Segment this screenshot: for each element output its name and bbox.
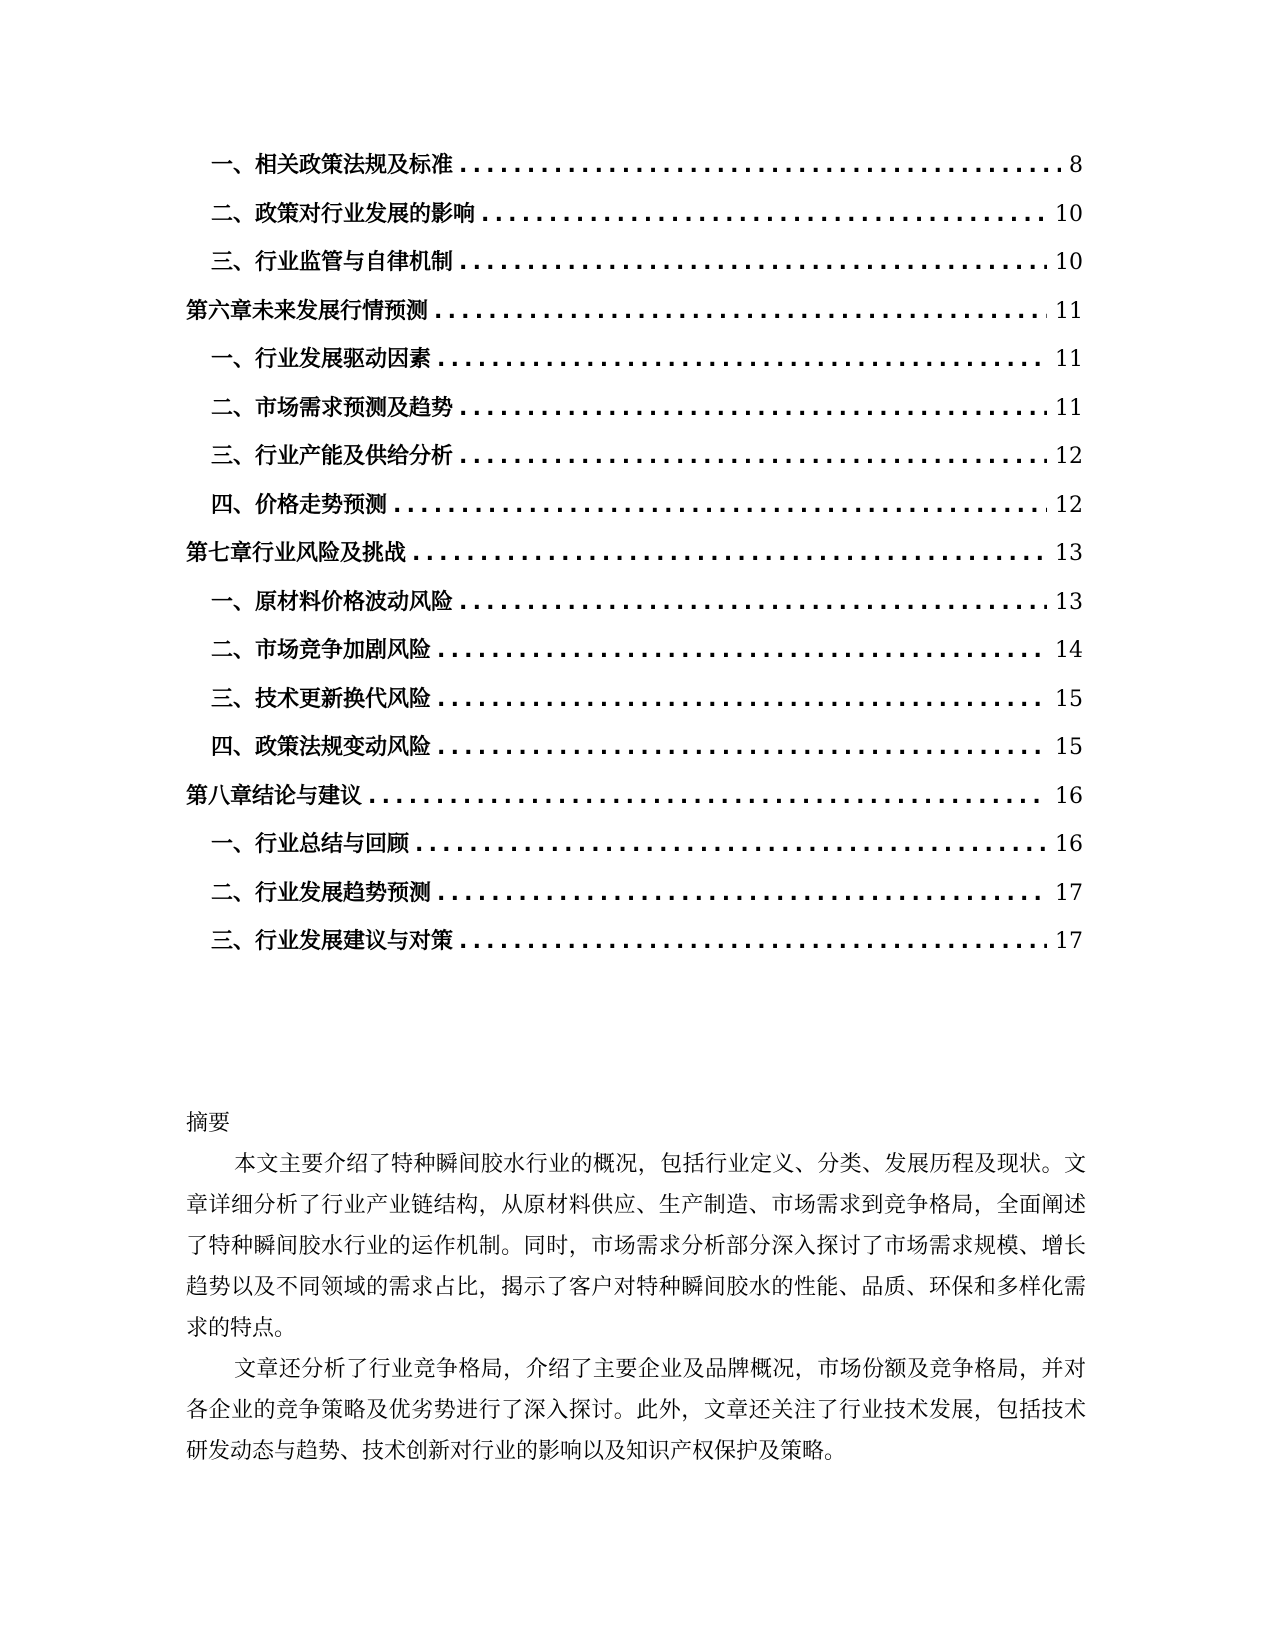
toc-entry-title: 行业产能及供给分析	[255, 444, 454, 469]
toc-dot-leader	[459, 579, 1047, 628]
toc-entry[interactable]	[186, 918, 1083, 967]
abstract-paragraph: 文章还分析了行业竞争格局，介绍了主要企业及品牌概况，市场份额及竞争格局，并对各企业的竞争策略及优劣势进行了深入探讨。此外，文章还关注了行业技术发展，包括技术研发动态与趋势、技术创新对行业的影响以及知识产权保护及策略。	[186, 1357, 1086, 1464]
toc-entry-number: 二、	[211, 201, 256, 227]
toc-page-number: 13	[1055, 589, 1083, 615]
abstract-section	[186, 1103, 1086, 1472]
toc-entry[interactable]	[186, 821, 1083, 870]
toc-page-number: 11	[1055, 347, 1083, 372]
table-of-contents	[186, 142, 1083, 967]
toc-dot-leader	[437, 336, 1047, 385]
toc-chapter-entry[interactable]	[186, 530, 1083, 579]
toc-chapter-number: 第七章	[186, 541, 253, 566]
toc-dot-leader	[437, 676, 1047, 725]
toc-entry-title: 技术更新换代风险	[255, 686, 432, 712]
toc-entry-number: 一、	[211, 153, 256, 178]
toc-entry[interactable]	[186, 239, 1083, 288]
toc-entry[interactable]	[186, 142, 1083, 191]
toc-page-number: 15	[1055, 686, 1083, 712]
toc-entry[interactable]	[186, 433, 1083, 482]
toc-entry-number: 四、	[211, 492, 256, 518]
toc-dot-leader	[459, 918, 1047, 967]
toc-chapter-title: 行业风险及挑战	[252, 541, 407, 566]
toc-entry-title: 政策对行业发展的影响	[255, 201, 476, 227]
toc-dot-leader	[437, 870, 1047, 919]
toc-entry-number: 四、	[211, 735, 256, 760]
toc-dot-leader	[437, 627, 1047, 676]
toc-dot-leader	[459, 239, 1047, 288]
toc-entry[interactable]	[186, 482, 1083, 531]
toc-entry[interactable]	[186, 579, 1083, 628]
toc-page-number: 10	[1055, 201, 1083, 227]
toc-dot-leader	[368, 773, 1047, 822]
toc-page-number: 15	[1055, 735, 1083, 760]
toc-dot-leader	[412, 530, 1047, 579]
toc-dot-leader	[393, 482, 1047, 531]
toc-entry[interactable]	[186, 627, 1083, 676]
toc-entry-title: 价格走势预测	[255, 492, 388, 518]
abstract-paragraph: 本文主要介绍了特种瞬间胶水行业的概况，包括行业定义、分类、发展历程及现状。文章详细分析了行业产业链结构，从原材料供应、生产制造、市场需求到竞争格局，全面阐述了特种瞬间胶水行业的运作机制。同时，市场需求分析部分深入探讨了市场需求规模、增长趋势以及不同领域的需求占比，揭示了客户对特种瞬间胶水的性能、品质、环保和多样化需求的特点。	[186, 1152, 1086, 1341]
toc-entry-number: 二、	[211, 395, 256, 421]
toc-dot-leader	[437, 724, 1047, 773]
toc-page-number: 16	[1055, 783, 1083, 809]
toc-entry-title: 行业监管与自律机制	[255, 250, 454, 275]
abstract-heading: 摘要	[186, 1111, 231, 1136]
toc-dot-leader	[459, 142, 1061, 191]
toc-page-number: 17	[1055, 929, 1083, 954]
toc-dot-leader	[415, 821, 1047, 870]
toc-entry-number: 一、	[211, 347, 256, 372]
toc-entry-number: 二、	[211, 638, 256, 663]
toc-entry-title: 行业总结与回顾	[255, 832, 410, 857]
toc-page-number: 17	[1055, 880, 1083, 906]
toc-entry-number: 三、	[211, 929, 256, 954]
toc-entry-title: 市场需求预测及趋势	[255, 395, 454, 421]
toc-entry-number: 二、	[211, 880, 256, 906]
toc-page-number: 14	[1055, 638, 1083, 663]
toc-chapter-number: 第六章	[186, 298, 253, 324]
toc-entry[interactable]	[186, 724, 1083, 773]
toc-chapter-entry[interactable]	[186, 288, 1083, 337]
toc-dot-leader	[434, 288, 1047, 337]
toc-page-number: 11	[1055, 395, 1083, 421]
toc-chapter-title: 结论与建议	[252, 783, 363, 809]
toc-page-number: 8	[1069, 153, 1083, 178]
toc-dot-leader	[481, 191, 1047, 240]
toc-entry-title: 行业发展建议与对策	[255, 929, 454, 954]
toc-entry-title: 相关政策法规及标准	[255, 153, 454, 178]
toc-entry[interactable]	[186, 385, 1083, 434]
toc-entry-title: 政策法规变动风险	[255, 735, 432, 760]
toc-page-number: 12	[1055, 444, 1083, 469]
toc-entry[interactable]	[186, 336, 1083, 385]
toc-chapter-number: 第八章	[186, 783, 253, 809]
toc-dot-leader	[459, 433, 1047, 482]
toc-dot-leader	[459, 385, 1047, 434]
toc-page-number: 10	[1055, 250, 1083, 275]
toc-entry-number: 三、	[211, 250, 256, 275]
toc-entry-title: 行业发展趋势预测	[255, 880, 432, 906]
toc-entry-number: 三、	[211, 444, 256, 469]
toc-entry-title: 市场竞争加剧风险	[255, 638, 432, 663]
toc-page-number: 16	[1055, 832, 1083, 857]
toc-entry[interactable]	[186, 870, 1083, 919]
toc-entry[interactable]	[186, 191, 1083, 240]
toc-entry[interactable]	[186, 676, 1083, 725]
toc-entry-number: 一、	[211, 832, 256, 857]
toc-chapter-entry[interactable]	[186, 773, 1083, 822]
toc-entry-title: 行业发展驱动因素	[255, 347, 432, 372]
toc-chapter-title: 未来发展行情预测	[252, 298, 429, 324]
toc-entry-title: 原材料价格波动风险	[255, 589, 454, 615]
toc-entry-number: 一、	[211, 589, 256, 615]
toc-page-number: 11	[1055, 298, 1083, 324]
toc-page-number: 12	[1055, 492, 1083, 518]
toc-entry-number: 三、	[211, 686, 256, 712]
toc-page-number: 13	[1055, 541, 1083, 566]
